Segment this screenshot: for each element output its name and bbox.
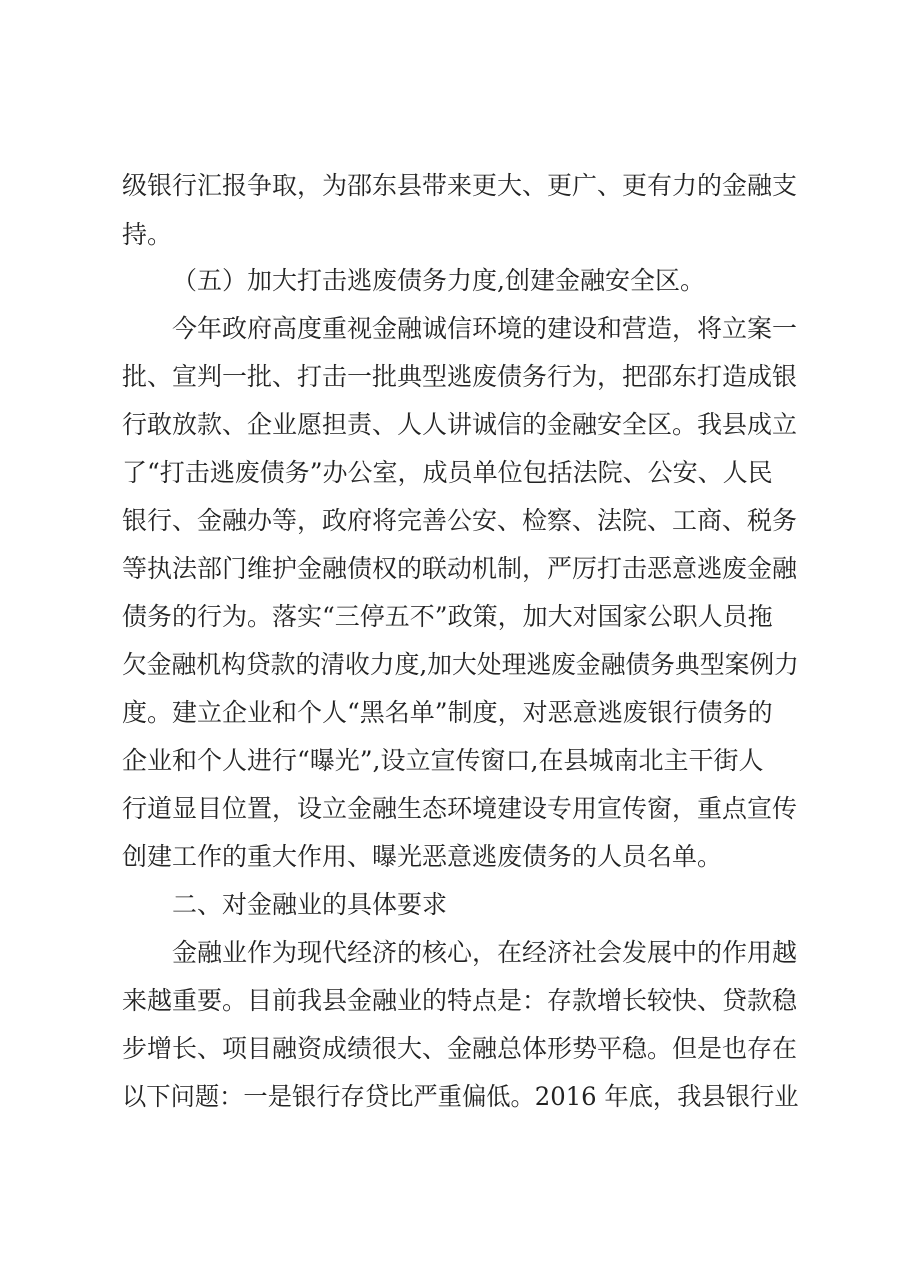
text-line: 欠金融机构贷款的清收力度,加大处理逃废金融债务典型案例力: [122, 650, 799, 679]
text-line: 来越重要。目前我县金融业的特点是：存款增长较快、贷款稳: [122, 986, 798, 1015]
text-line: 金融业作为现代经济的核心，在经济社会发展中的作用越: [172, 938, 798, 967]
text-line: 行敢放款、企业愿担责、人人讲诚信的金融安全区。我县成立: [122, 410, 798, 439]
text-line: 持。: [122, 220, 173, 249]
text-line: 批、宣判一批、打击一批典型逃废债务行为，把邵东打造成银: [122, 362, 798, 391]
text-line: 度。建立企业和个人“黑名单”制度，对恶意逃废银行债务的: [122, 698, 773, 727]
text-line: 了“打击逃废债务”办公室，成员单位包括法院、公安、人民: [122, 458, 773, 487]
text-line: 以下问题：一是银行存贷比严重偏低。2016 年底，我县银行业: [122, 1082, 799, 1111]
section-heading: （五）加大打击逃废债务力度,创建金融安全区。: [172, 266, 705, 295]
text-line: 等执法部门维护金融债权的联动机制，严厉打击恶意逃废金融: [122, 554, 798, 583]
text-line: 银行、金融办等，政府将完善公安、检察、法院、工商、税务: [122, 506, 798, 535]
text-line: 步增长、项目融资成绩很大、金融总体形势平稳。但是也存在: [122, 1034, 798, 1063]
text-line: 债务的行为。落实“三停五不”政策，加大对国家公职人员拖: [122, 602, 773, 631]
text-line: 企业和个人进行“曝光”,设立宣传窗口,在县城南北主干街人: [122, 746, 764, 775]
text-line: 行道显目位置，设立金融生态环境建设专用宣传窗，重点宣传: [122, 794, 798, 823]
section-heading: 二、对金融业的具体要求: [172, 890, 448, 919]
text-line: 今年政府高度重视金融诚信环境的建设和营造，将立案一: [172, 314, 798, 343]
text-line: 创建工作的重大作用、曝光恶意逃废债务的人员名单。: [122, 842, 723, 871]
text-line: 级银行汇报争取，为邵东县带来更大、更广、更有力的金融支: [122, 171, 798, 200]
